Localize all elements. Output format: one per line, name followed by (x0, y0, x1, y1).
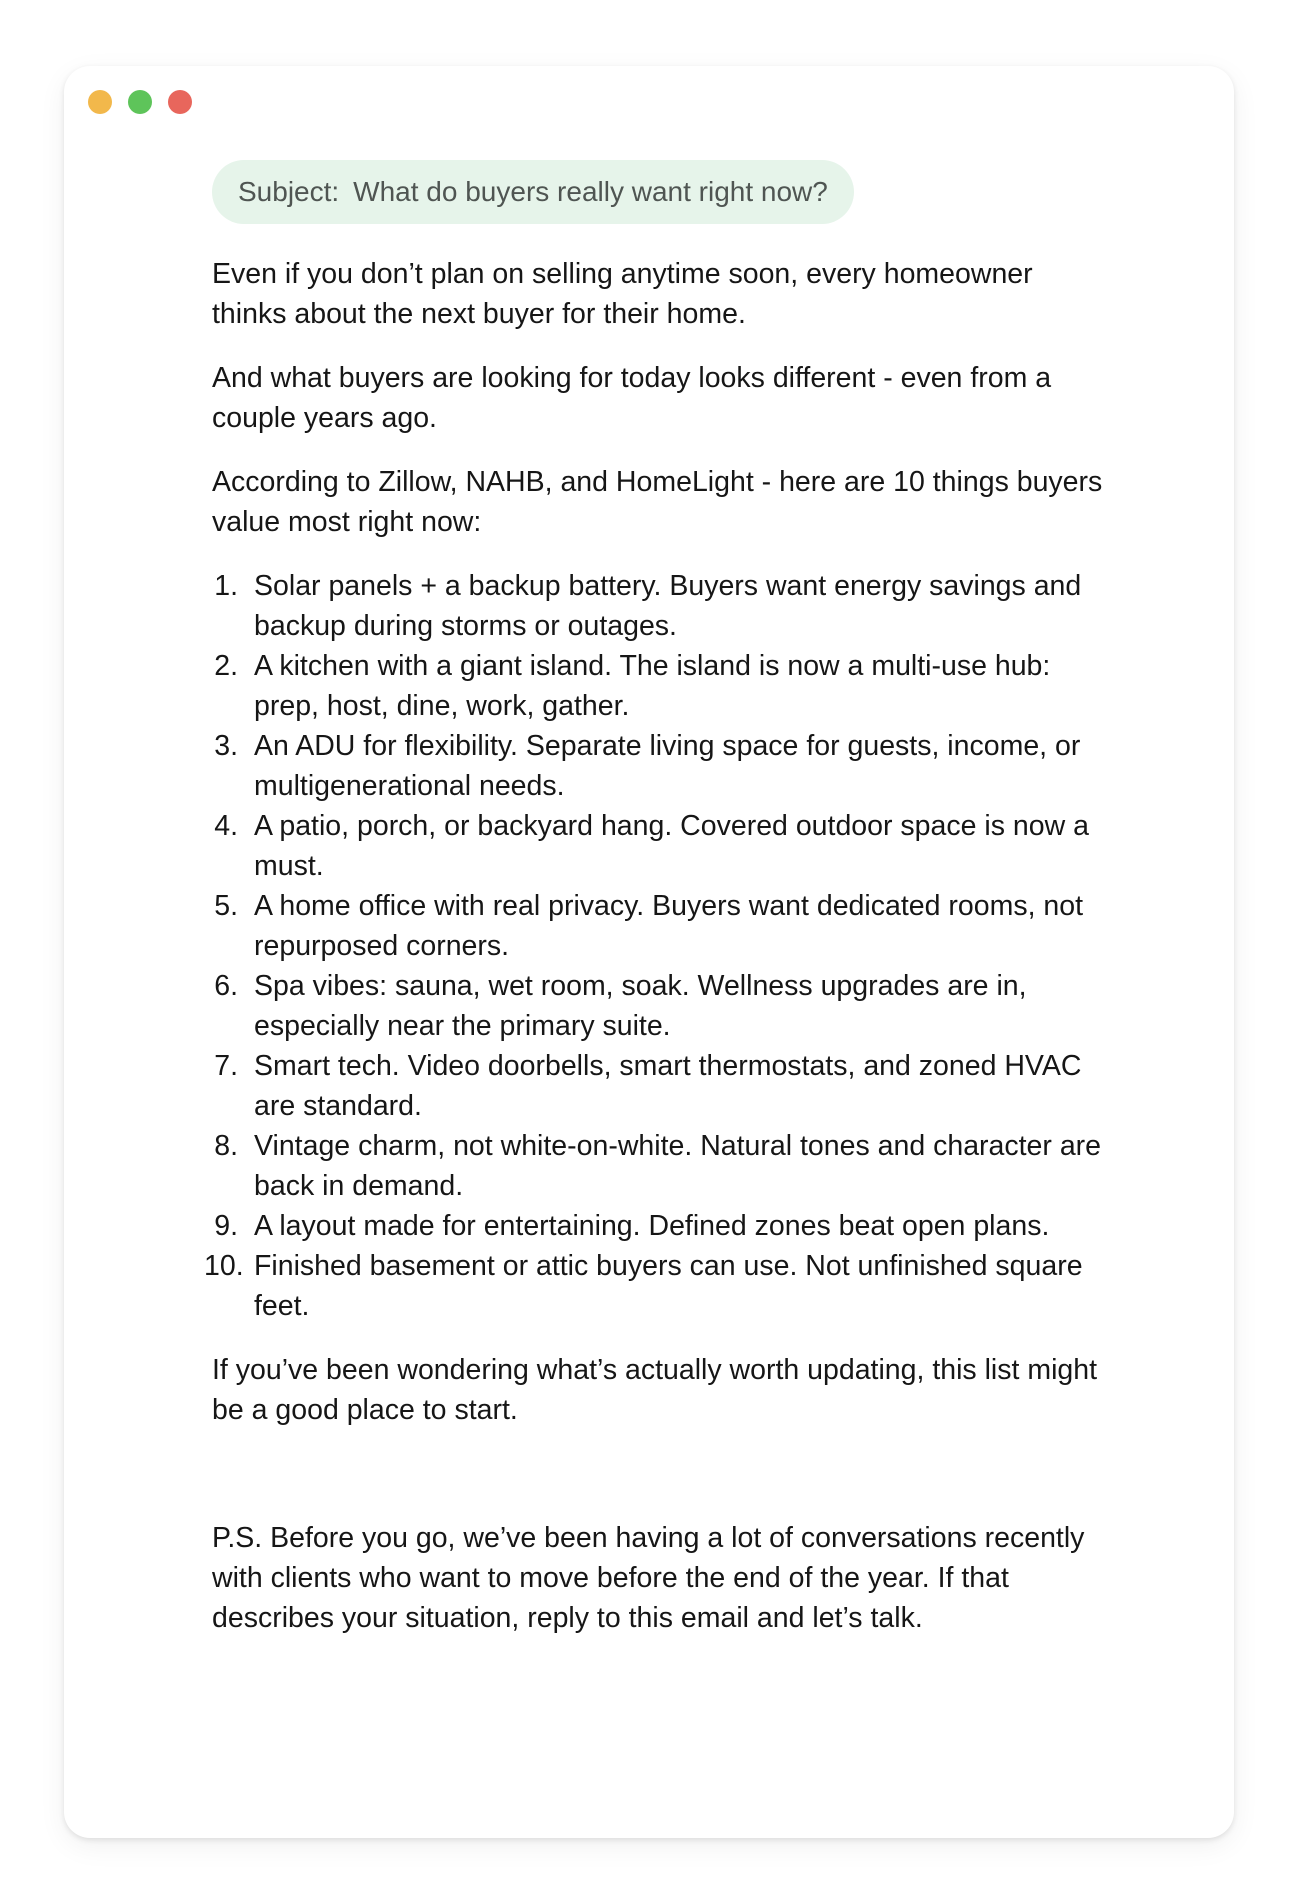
list-item-text: Vintage charm, not white-on-white. Natural tones and character are back in demand. (254, 1130, 1102, 1202)
list-item-text: An ADU for flexibility. Separate living space for guests, income, or multigenerational needs. (254, 730, 1081, 802)
buyer-wants-list (204, 566, 1112, 1326)
minimize-dot-icon[interactable] (88, 90, 112, 114)
intro-paragraph: According to Zillow, NAHB, and HomeLight - here are 10 things buyers value most right now: (212, 466, 1103, 538)
list-number: 6. (214, 970, 238, 1002)
intro-paragraph: Even if you don’t plan on selling anytime soon, every homeowner thinks about the next buyer for their home. (212, 258, 1033, 330)
list-item-text: A home office with real privacy. Buyers want dedicated rooms, not repurposed corners. (254, 890, 1084, 962)
list-number: 1. (214, 570, 238, 602)
list-item (204, 1246, 1112, 1326)
list-item (212, 1206, 1112, 1246)
list-item (212, 806, 1112, 886)
list-item-text: A kitchen with a giant island. The island is now a multi-use hub: prep, host, dine, work, gather. (254, 650, 1051, 722)
list-item (212, 726, 1112, 806)
list-number: 4. (214, 810, 238, 842)
subject-label: Subject: (238, 176, 340, 207)
list-item (212, 1046, 1112, 1126)
close-dot-icon[interactable] (168, 90, 192, 114)
list-number: 9. (214, 1210, 238, 1242)
list-number: 10. (204, 1250, 244, 1282)
list-number: 5. (214, 890, 238, 922)
list-number: 2. (214, 650, 238, 682)
list-item (212, 1126, 1112, 1206)
list-item (212, 966, 1112, 1046)
ps-paragraph: P.S. Before you go, we’ve been having a lot of conversations recently with clients who want to move before the end of the year. If that describes your situation, reply to this email and let’s talk. (212, 1522, 1085, 1634)
list-item-text: Smart tech. Video doorbells, smart thermostats, and zoned HVAC are standard. (254, 1050, 1082, 1122)
maximize-dot-icon[interactable] (128, 90, 152, 114)
email-body (204, 160, 1112, 1662)
list-item-text: A layout made for entertaining. Defined zones beat open plans. (254, 1210, 1050, 1242)
window-controls (88, 90, 192, 114)
list-item-text: Solar panels + a backup battery. Buyers want energy savings and backup during storms or outages. (254, 570, 1082, 642)
subject-pill (212, 160, 854, 224)
list-item (212, 886, 1112, 966)
list-item (212, 646, 1112, 726)
list-number: 7. (214, 1050, 238, 1082)
list-item-text: Spa vibes: sauna, wet room, soak. Wellness upgrades are in, especially near the primary suite. (254, 970, 1027, 1042)
list-number: 3. (214, 730, 238, 762)
list-item-text: Finished basement or attic buyers can use. Not unfinished square feet. (254, 1250, 1083, 1322)
list-number: 8. (214, 1130, 238, 1162)
email-window (64, 66, 1234, 1838)
subject-text: What do buyers really want right now? (353, 176, 828, 207)
list-item (212, 566, 1112, 646)
list-item-text: A patio, porch, or backyard hang. Covered outdoor space is now a must. (254, 810, 1089, 882)
closing-paragraph: If you’ve been wondering what’s actually worth updating, this list might be a good place to start. (212, 1354, 1098, 1426)
intro-paragraph: And what buyers are looking for today looks different - even from a couple years ago. (212, 362, 1052, 434)
